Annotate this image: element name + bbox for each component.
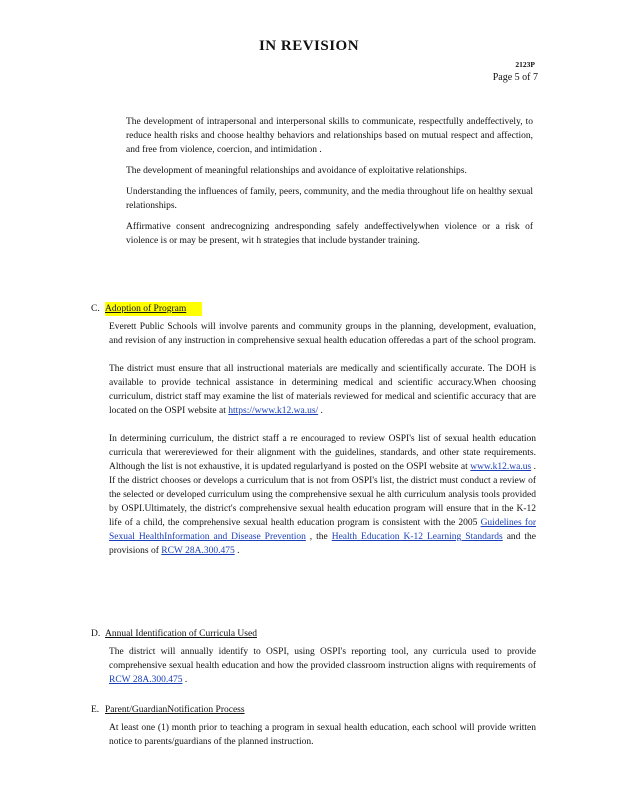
section-heading [91, 302, 536, 316]
section-letter: C. [91, 304, 100, 314]
ospi-link[interactable]: https://www.k12.wa.us/ [228, 406, 319, 416]
paragraph: Everett Public Schools will involve parents and community groups in the planning, development, evaluation, and revision of any instruction in comprehensive sexual health education offeredas a part of the school program. [109, 322, 536, 346]
paragraph-text: . [234, 546, 240, 556]
section-letter: E. [91, 705, 100, 715]
bullet-icon [108, 220, 126, 248]
section-letter: D. [91, 629, 101, 639]
section-title: Annual Identification of Curricula Used [105, 629, 257, 639]
paragraph: At least one (1) month prior to teaching a program in sexual health education, each school will provide written notice to parents/guardians of the planned instruction. [109, 723, 536, 747]
paragraph-text: . [182, 675, 188, 685]
policy-code: 2123P [515, 60, 535, 69]
paragraph-text: . If the district chooses or develops a curriculum that is not from OSPI's list, the district must conduct a review of the selected or developed curriculum using the comprehensive sexual he alth curriculum analysis tools provided by OSPI.Ultimately, the district's comprehensive sexual health education program will ensure that in the K-12 life of a child, the comprehensive sexual health education program is consistent with the 2005 [109, 462, 537, 528]
bullet-item [108, 220, 533, 248]
page-number: Page 5 of 7 [492, 72, 538, 83]
standards-link[interactable]: Health Education K-12 Learning Standards [331, 532, 503, 542]
rcw-link[interactable]: RCW 28A.300.475 [109, 675, 183, 685]
section-heading [91, 703, 536, 717]
section-heading [91, 627, 536, 641]
bullet-text: Understanding the influences of family, peers, community, and the media throughout life on healthy sexual relationships. [126, 187, 533, 211]
paragraph [109, 432, 536, 558]
paragraph-text: In determining curriculum, the district staff a re encouraged to review OSPI's list of sexual health education curricula that werereviewed for their alignment with the guidelines, standards, and other state requirements. Although the list is not exhaustive, it is updated regularlyand is posted on the OSPI website at [109, 434, 536, 472]
paragraph [109, 645, 536, 687]
bullet-list [108, 115, 533, 255]
section-title: Parent/GuardianNotification Process [105, 705, 245, 715]
bullet-text: The development of intrapersonal and interpersonal skills to communicate, respectfully andeffectively, to reduce health risks and choose healthy behaviors and relationships based on mutual respect and affection, and free from violence, coercion, and intimidation . [126, 117, 533, 155]
guidelines-link[interactable]: Guidelines for Sexual HealthInformation and Disease Prevention [109, 518, 536, 542]
bullet-text: The development of meaningful relationships and avoidance of exploitative relationships. [126, 166, 467, 176]
paragraph-text: The district must ensure that all instructional materials are medically and scientifically accurate. The DOH is available to provide technical assistance in determining medical and scientific accuracy.When choosing curriculum, district staff may examine the list of materials reviewed for medical and scientific accuracy that are located on the OSPI website at [109, 364, 536, 416]
section-d [91, 627, 536, 687]
bullet-item [108, 185, 533, 213]
bullet-text: Affirmative consent andrecognizing andresponding safely andeffectivelywhen violence or a risk of violence is or may be present, wit h strategies that include bystander training. [126, 222, 533, 246]
k12-link[interactable]: www.k12.wa.us [470, 462, 532, 472]
paragraph-text: , the [305, 532, 332, 542]
bullet-icon [108, 115, 126, 157]
bullet-item [108, 115, 533, 157]
paragraph-text: . [318, 406, 323, 416]
paragraph-text: and the provisions of [109, 532, 536, 556]
section-title: Adoption of Program [105, 302, 202, 316]
paragraph-text: The district will annually identify to OSPI, using OSPI's reporting tool, any curricula used to provide comprehensive sexual health education and how the provided classroom instruction aligns with requirements of [109, 647, 536, 671]
section-c [91, 302, 536, 558]
rcw-link[interactable]: RCW 28A.300.475 [161, 546, 235, 556]
paragraph [109, 362, 536, 418]
page-title: IN REVISION [258, 38, 360, 54]
bullet-item [108, 164, 533, 178]
bullet-icon [108, 185, 126, 213]
bullet-icon [108, 164, 126, 178]
section-e [91, 703, 536, 749]
